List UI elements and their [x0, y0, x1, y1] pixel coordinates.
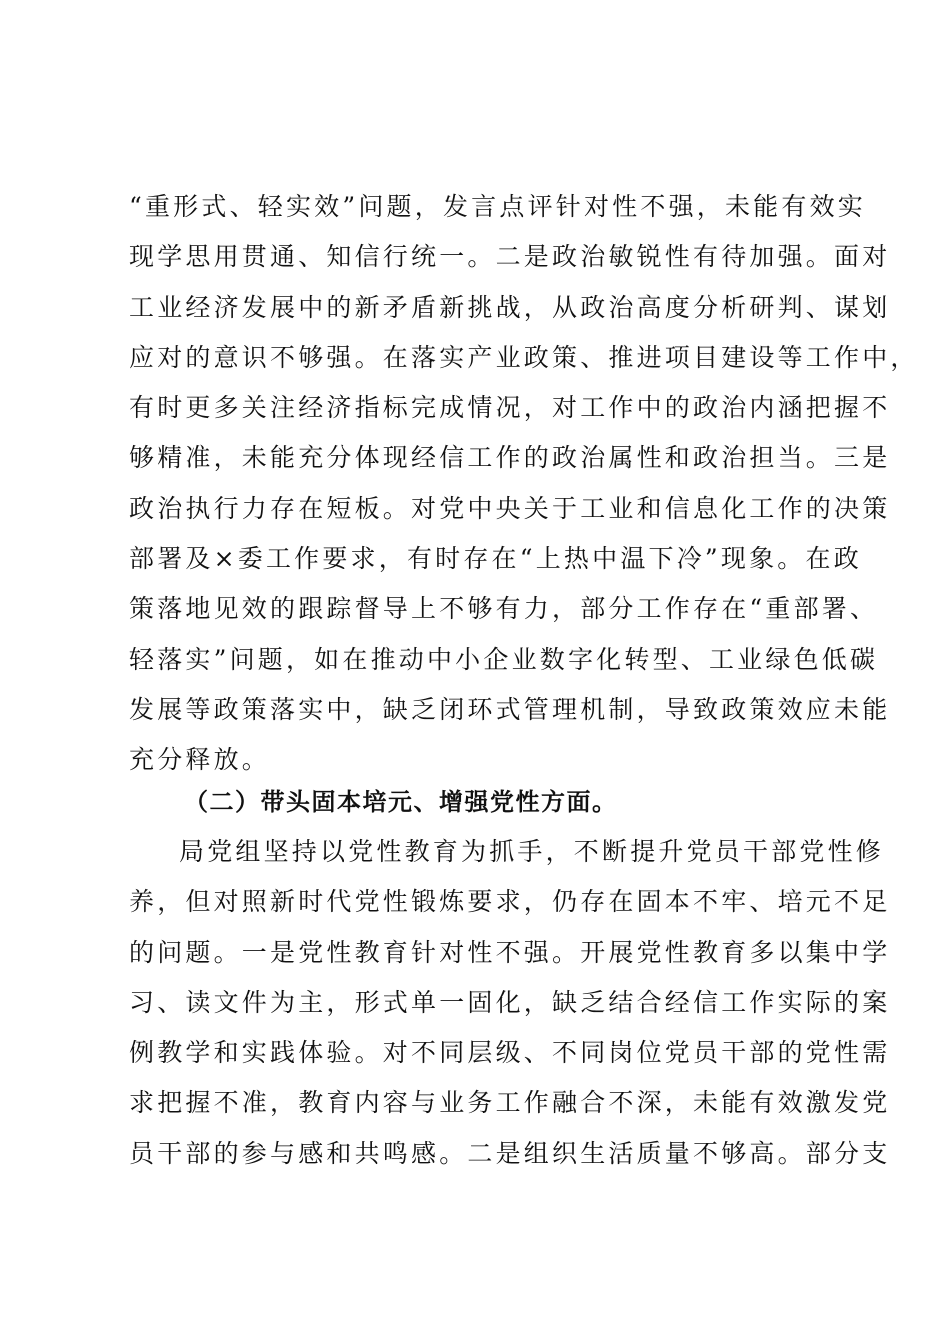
paragraph-line: 养，但对照新时代党性锻炼要求，仍存在固本不牢、培元不足 — [129, 887, 891, 917]
paragraph-line: 够精准，未能充分体现经信工作的政治属性和政治担当。三是 — [129, 443, 891, 473]
paragraph-line: 员干部的参与感和共鸣感。二是组织生活质量不够高。部分支 — [129, 1138, 891, 1168]
paragraph-line: 求把握不准，教育内容与业务工作融合不深，未能有效激发党 — [129, 1088, 891, 1118]
paragraph-line: 现学思用贯通、知信行统一。二是政治敏锐性有待加强。面对 — [129, 242, 891, 272]
paragraph-line: 例教学和实践体验。对不同层级、不同岗位党员干部的党性需 — [129, 1038, 891, 1068]
paragraph-line: 发展等政策落实中，缺乏闭环式管理机制，导致政策效应未能 — [129, 694, 891, 724]
paragraph-line: 的问题。一是党性教育针对性不强。开展党性教育多以集中学 — [129, 937, 891, 967]
section-paragraph — [129, 827, 891, 1179]
paragraph-line: 习、读文件为主，形式单一固化，缺乏结合经信工作实际的案 — [129, 987, 891, 1017]
paragraph-line: 充分释放。 — [129, 745, 271, 775]
paragraph-line: 政治执行力存在短板。对党中央关于工业和信息化工作的决策 — [129, 493, 891, 523]
paragraph-line: “重形式、轻实效”问题，发言点评针对性不强，未能有效实 — [129, 192, 866, 221]
paragraph-line: 轻落实”问题，如在推动中小企业数字化转型、工业绿色低碳 — [129, 644, 879, 674]
section-heading: （二）带头固本培元、增强党性方面。 — [184, 788, 618, 816]
continuation-paragraph — [129, 182, 919, 786]
paragraph-line: 策落地见效的跟踪督导上不够有力，部分工作存在“重部署、 — [129, 594, 879, 624]
paragraph-line: 有时更多关注经济指标完成情况，对工作中的政治内涵把握不 — [129, 393, 891, 423]
paragraph-line: 部署及×委工作要求，有时存在“上热中温下冷”现象。在政 — [129, 544, 862, 574]
paragraph-line: 应对的意识不够强。在落实产业政策、推进项目建设等工作中， — [129, 342, 919, 372]
paragraph-line: 工业经济发展中的新矛盾新挑战，从政治高度分析研判、谋划 — [129, 292, 891, 322]
paragraph-line: 局党组坚持以党性教育为抓手，不断提升党员干部党性修 — [179, 837, 885, 866]
